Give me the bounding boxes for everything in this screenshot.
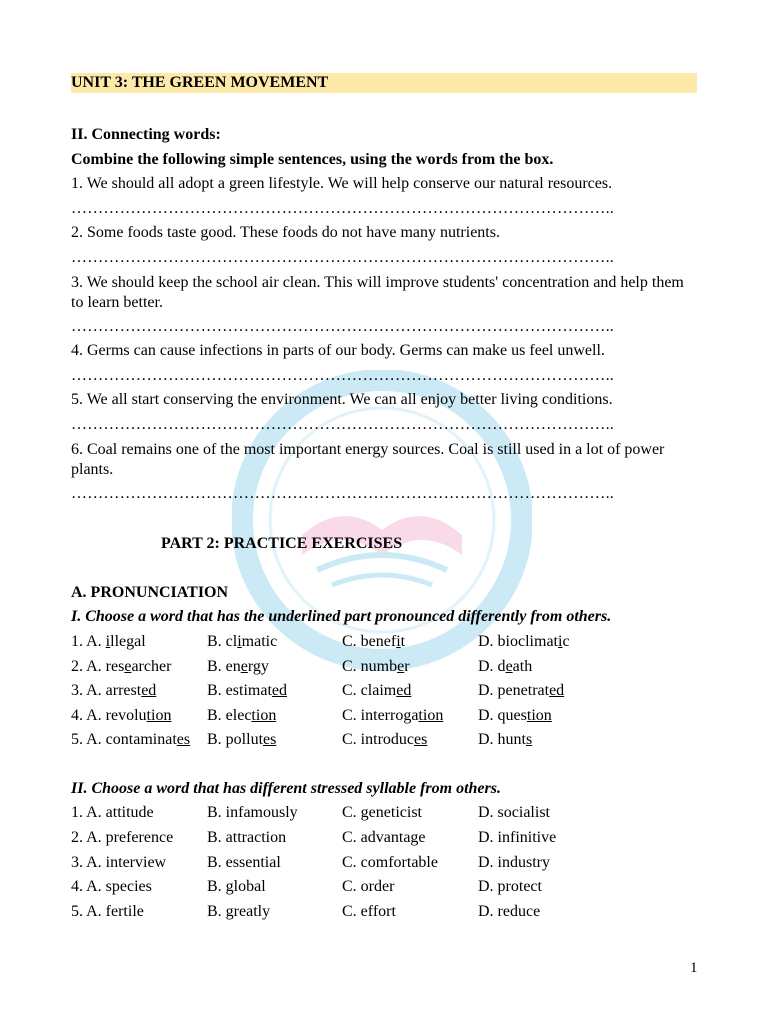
question-row [71, 826, 697, 851]
underlined-part: ed [141, 682, 157, 700]
answer-option [71, 630, 207, 655]
answer-option [71, 655, 207, 680]
option-text: matic [241, 632, 278, 650]
answer-option [478, 728, 678, 753]
answer-option: 3. A. interview [71, 853, 167, 871]
answer-option: D. industry [478, 853, 550, 871]
option-text: 2. A. res [71, 657, 125, 675]
option-text: 3. A. arrest [71, 682, 142, 700]
question-row [71, 728, 697, 753]
option-text: r [404, 657, 410, 675]
option-text: D. penetrat [478, 682, 550, 700]
option-text: B. elec [207, 706, 252, 724]
answer-blank: ……………………………………………………………………………………….. [71, 415, 614, 433]
answer-option [207, 679, 342, 704]
option-text: B. estimat [207, 682, 272, 700]
page-number: 1 [690, 960, 698, 976]
option-text: D. d [478, 657, 506, 675]
option-text: C. interroga [342, 706, 419, 724]
pronunciation-questions [71, 630, 697, 753]
question-row [71, 679, 697, 704]
option-text: B. cl [207, 632, 238, 650]
option-text: c [562, 632, 570, 650]
answer-option: 2. A. preference [71, 829, 174, 847]
underlined-part: es [263, 731, 277, 749]
underlined-part: tion [251, 706, 277, 724]
underlined-part: ed [549, 682, 565, 700]
answer-option [478, 704, 678, 729]
stress-instruction: II. Choose a word that has different stressed syllable from others. [71, 779, 501, 797]
sentence-item: 1. We should all adopt a green lifestyle. We will help conserve our natural resources. [71, 175, 613, 193]
answer-option [478, 679, 678, 704]
answer-option [71, 704, 207, 729]
section-heading: II. Connecting words: [71, 126, 221, 143]
question-row [71, 875, 697, 900]
underlined-part: e [397, 657, 405, 675]
underlined-part: s [526, 731, 533, 749]
sentence-item: 2. Some foods taste good. These foods do not have many nutrients. [71, 224, 500, 242]
underlined-part: e [124, 657, 132, 675]
underlined-part: e [240, 657, 248, 675]
option-text: rgy [247, 657, 269, 675]
underlined-part: es [414, 731, 428, 749]
option-text: llegal [110, 632, 146, 650]
underlined-part: i [557, 632, 563, 650]
underlined-part: tion [418, 706, 444, 724]
answer-option [478, 630, 678, 655]
option-text: D. hunt [478, 731, 526, 749]
pronunciation-instruction: I. Choose a word that has the underlined part pronounced differently from others. [71, 608, 612, 626]
underlined-part: ed [271, 682, 287, 700]
answer-blank: ……………………………………………………………………………………….. [71, 199, 614, 217]
option-text: C. introduc [342, 731, 414, 749]
answer-blank: ……………………………………………………………………………………….. [71, 317, 614, 335]
underlined-part: i [237, 632, 242, 650]
answer-option: D. socialist [478, 804, 550, 822]
answer-option [207, 630, 342, 655]
answer-option [478, 655, 678, 680]
question-row [71, 655, 697, 680]
document-content [71, 73, 697, 924]
option-text: 4. A. revolu [71, 706, 147, 724]
answer-option: C. geneticist [342, 804, 422, 822]
answer-option [342, 679, 478, 704]
answer-option: C. order [342, 878, 395, 896]
question-row [71, 630, 697, 655]
answer-option [71, 728, 207, 753]
sentence-item: 4. Germs can cause infections in parts of our body. Germs can make us feel unwell. [71, 342, 605, 360]
answer-option: B. attraction [207, 829, 287, 847]
option-text: C. numb [342, 657, 398, 675]
answer-option: B. greatly [207, 902, 271, 920]
answer-option: B. global [207, 878, 266, 896]
underlined-part: i [396, 632, 401, 650]
unit-title: UNIT 3: THE GREEN MOVEMENT [71, 73, 697, 93]
option-text: t [400, 632, 406, 650]
option-text: 1. A. [71, 632, 106, 650]
answer-option: D. protect [478, 878, 542, 896]
underlined-part: e [505, 657, 513, 675]
answer-option [342, 655, 478, 680]
option-text: B. pollut [207, 731, 264, 749]
answer-option [342, 728, 478, 753]
stress-questions [71, 801, 697, 924]
option-text: B. en [207, 657, 241, 675]
option-text: D. ques [478, 706, 527, 724]
section-instruction: Combine the following simple sentences, using the words from the box. [71, 150, 554, 168]
underlined-part: ed [396, 682, 412, 700]
answer-blank: ……………………………………………………………………………………….. [71, 248, 614, 266]
answer-option: C. comfortable [342, 853, 438, 871]
underlined-part: tion [146, 706, 172, 724]
answer-option: D. reduce [478, 902, 541, 920]
question-row [71, 801, 697, 826]
answer-option: D. infinitive [478, 829, 557, 847]
question-row [71, 851, 697, 876]
answer-option: 4. A. species [71, 878, 152, 896]
sentence-item: 5. We all start conserving the environment. We can all enjoy better living conditions. [71, 391, 613, 409]
underlined-part: tion [526, 706, 552, 724]
answer-blank: ……………………………………………………………………………………….. [71, 366, 614, 384]
option-text: ath [512, 657, 533, 675]
answer-option: 5. A. fertile [71, 902, 144, 920]
answer-option [342, 630, 478, 655]
answer-option: 1. A. attitude [71, 804, 154, 822]
answer-option [207, 704, 342, 729]
answer-option: B. essential [207, 853, 281, 871]
answer-option: C. advantage [342, 829, 426, 847]
answer-option [207, 728, 342, 753]
question-row [71, 900, 697, 925]
sentence-item: 6. Coal remains one of the most important energy sources. Coal is still used in a lot of power plants. [71, 440, 665, 478]
answer-option [342, 704, 478, 729]
sentence-item: 3. We should keep the school air clean. This will improve students' concentration and help them to learn better. [71, 273, 684, 311]
underlined-part: i [105, 632, 111, 650]
question-row [71, 704, 697, 729]
option-text: D. bioclimat [478, 632, 558, 650]
underlined-part: es [176, 731, 191, 749]
option-text: archer [131, 657, 172, 675]
answer-option [207, 655, 342, 680]
option-text: 5. A. contaminat [71, 731, 177, 749]
answer-option: B. infamously [207, 804, 298, 822]
answer-option [71, 679, 207, 704]
pronunciation-heading: A. PRONUNCIATION [71, 583, 229, 601]
option-text: C. claim [342, 682, 397, 700]
answer-blank: ……………………………………………………………………………………….. [71, 484, 614, 502]
answer-option: C. effort [342, 902, 396, 920]
option-text: C. benef [342, 632, 397, 650]
part-title: PART 2: PRACTICE EXERCISES [161, 535, 403, 553]
